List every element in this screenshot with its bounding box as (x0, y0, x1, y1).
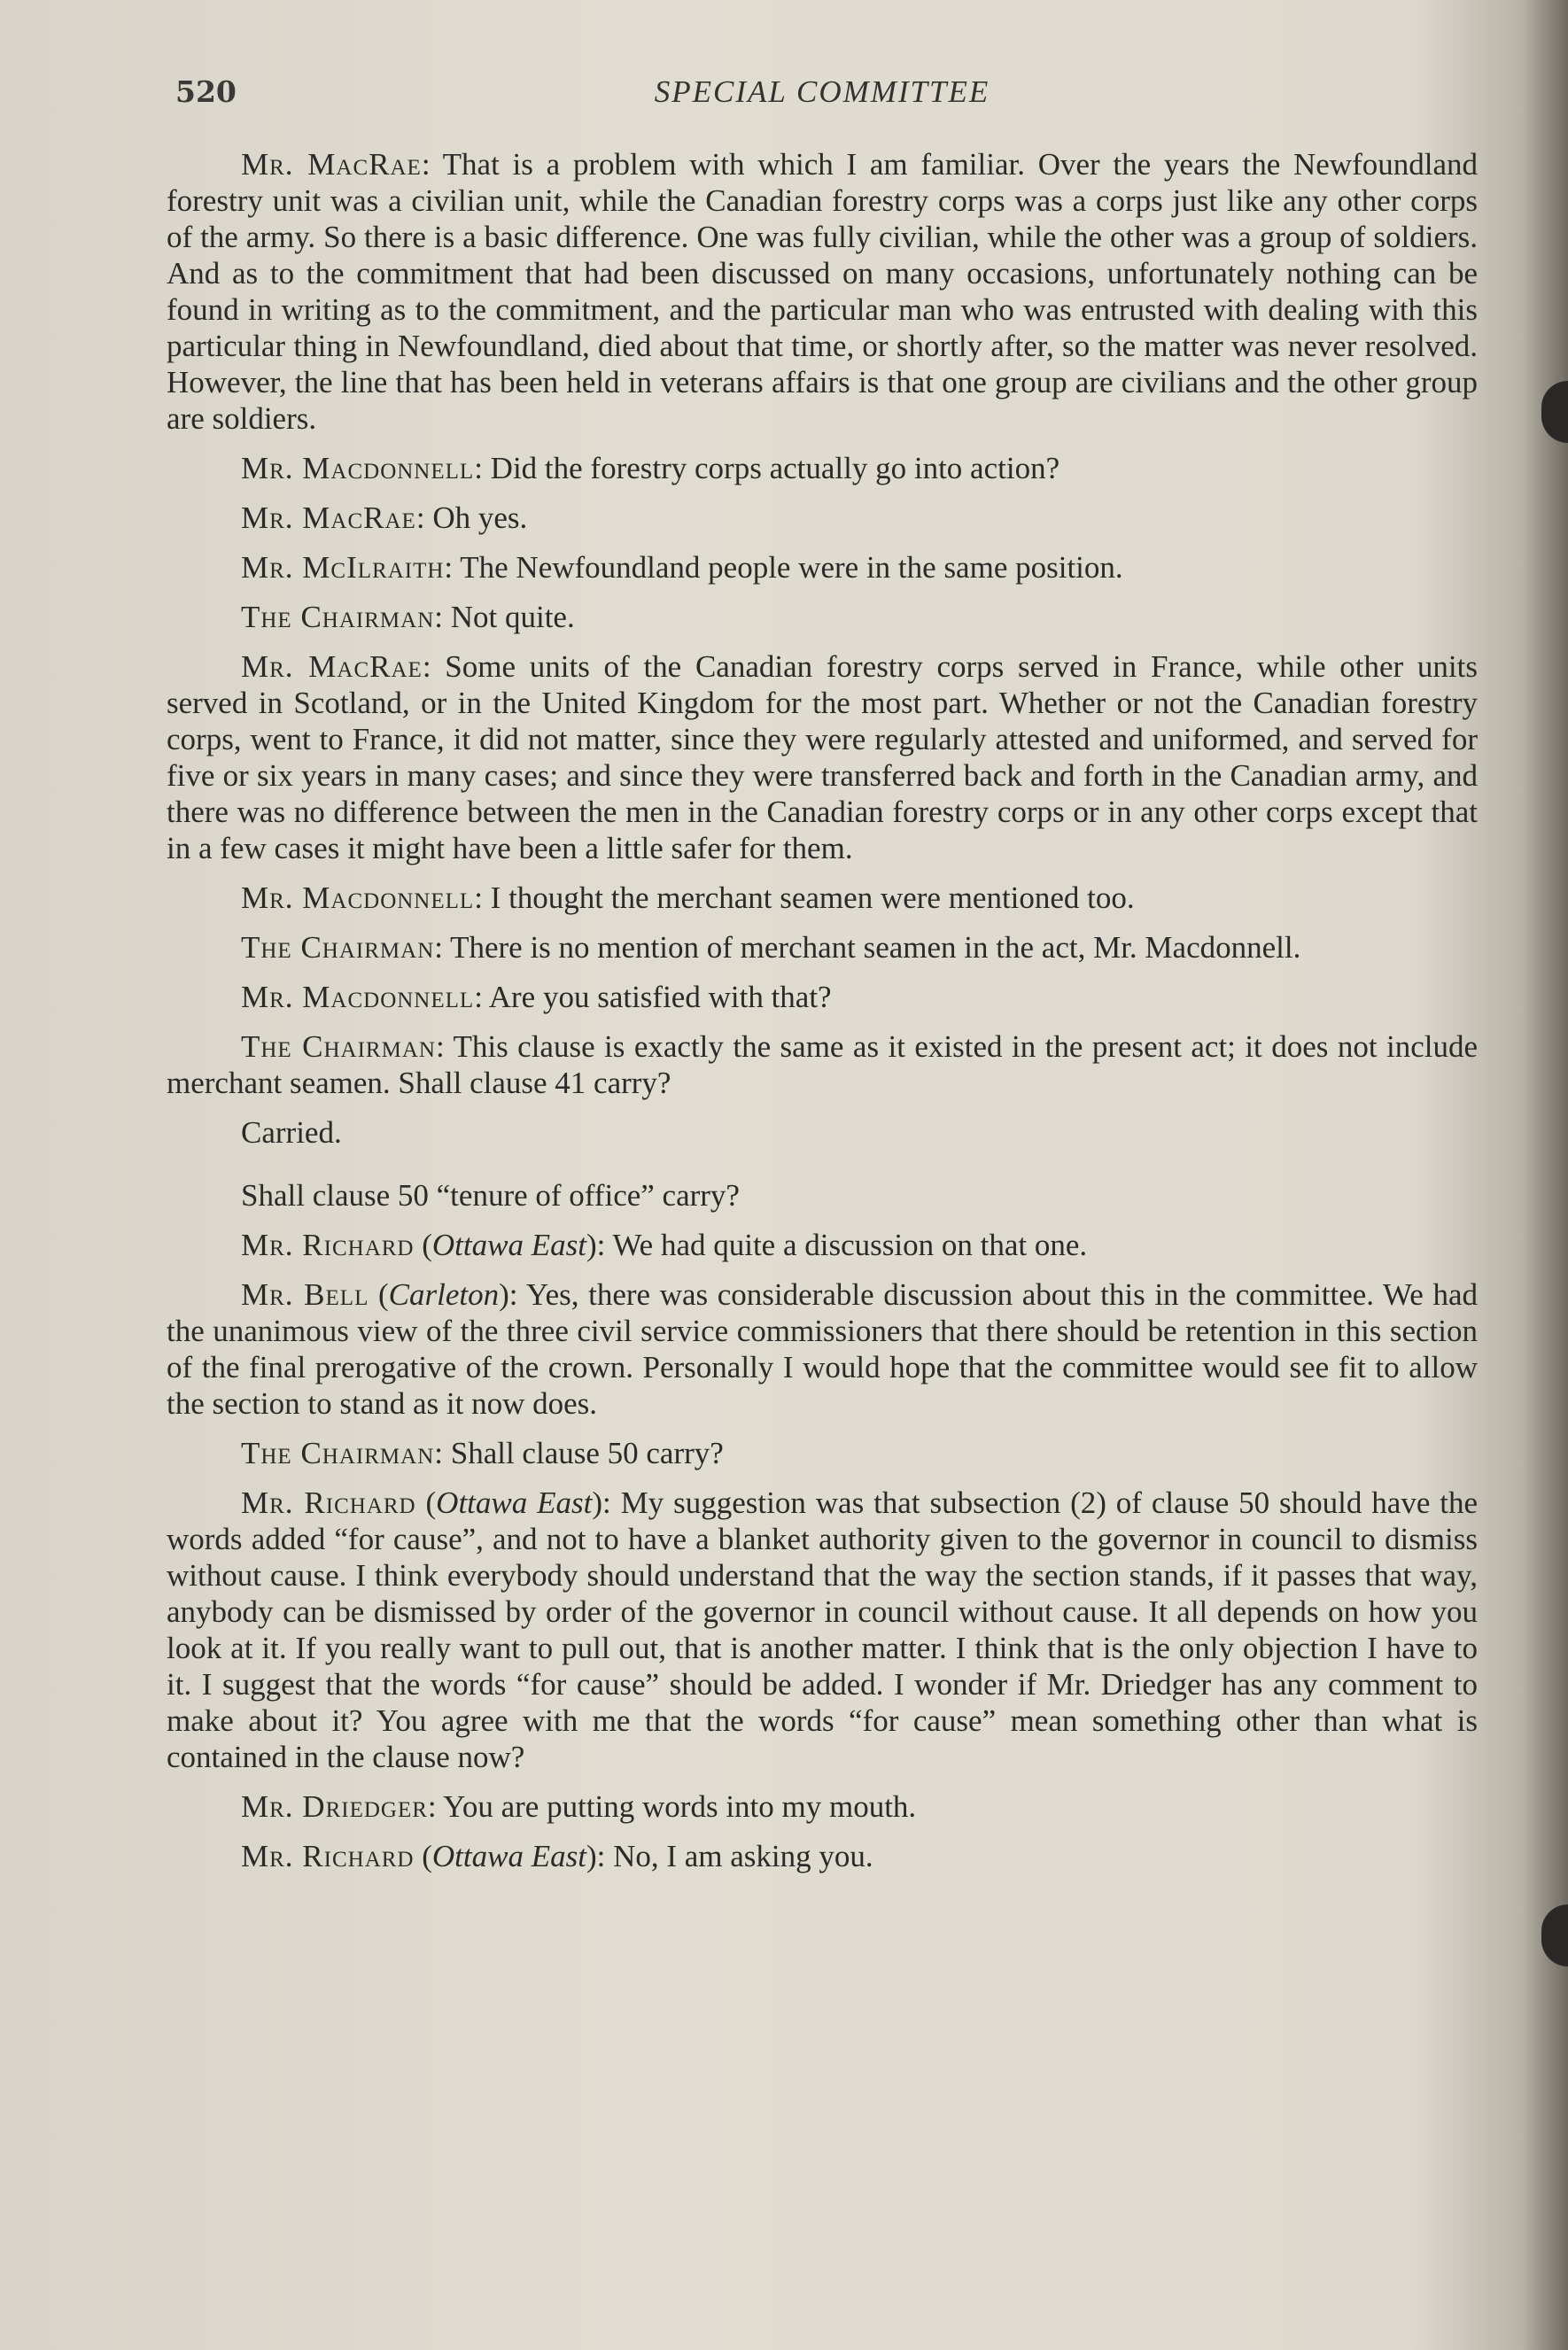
speaker-name: The Chairman (241, 1436, 435, 1470)
speaker-riding: Ottawa East (431, 1839, 586, 1873)
speaker-separator: : (474, 451, 491, 485)
speaker-name: Mr. MacRae (241, 147, 422, 182)
transcript-paragraph (167, 880, 1478, 916)
speaker-name: Mr. Bell (241, 1277, 369, 1312)
transcript-paragraph (167, 450, 1478, 486)
speaker-separator: : (508, 1277, 526, 1312)
speaker-riding: Carleton (388, 1277, 500, 1312)
speaker-separator: : (474, 880, 491, 915)
paragraph-text: Are you satisfied with that? (488, 980, 832, 1014)
speaker-name: Mr. Macdonnell (241, 451, 475, 485)
speaker-separator: : (421, 147, 443, 182)
running-head: SPECIAL COMMITTEE (654, 74, 990, 109)
paragraph-text: No, I am asking you. (613, 1839, 873, 1873)
speaker-name: The Chairman (241, 930, 435, 965)
transcript-paragraph (167, 1114, 1478, 1151)
paragraph-text: Shall clause 50 carry? (450, 1436, 724, 1470)
speaker-separator: : (415, 500, 433, 535)
paragraph-text: That is a problem with which I am familiar. Over the years the Newfoundland forestry unit was a civilian unit, while the Canadian forestry corps was a corps just like any other corps of the army. So there is a basic difference. One was fully civilian, while the other was a group of soldiers. And as to the commitment that had been discussed on many occasions, unfortunately nothing can be found in writing as to the commitment, and the particular man who was entrusted with dealing with this particular thing in Newfoundland, died about that time, or shortly after, so the matter was never resolved. However, the line that has been held in veterans affairs is that one group are civilians and the other group are soldiers. (167, 147, 1478, 436)
transcript-paragraph: Mr. Richard (Ottawa East): My suggestion was that subsection (2) of clause 50 should have the words added “for cause”, and not to have a blanket authority given to the governor in council to dismiss without cause. I think everybody should understand that the way the section stands, if it passes that way, anybody can be dismissed by order of the governor in council without cause. It all depends on how you look at it. If you really want to pull out, that is another matter. I think that is the only objection I have to it. I suggest that the words “for cause” should be added. I wonder if Mr. Driedger has any comment to make about it? You agree with me that the words “for cause” mean something other than what is contained in the clause now? (167, 1485, 1479, 1774)
transcript-paragraph (167, 1788, 1478, 1825)
transcript-paragraph (167, 500, 1478, 536)
transcript-body (167, 146, 1478, 1888)
paragraph-text: We had quite a discussion on that one. (612, 1228, 1088, 1262)
speaker-separator: : (602, 1485, 621, 1520)
paragraph-text: My suggestion was that subsection (2) of clause 50 should have the words added “for cause”, and not to have a blanket authority given to the governor in council to dismiss without cause. I think everybody should understand that the way the section stands, if it passes that way, anybody can be dismissed by order of the governor in council without cause. It all depends on how you look at it. If you really want to pull out, that is another matter. I think that is the only objection I have to it. I suggest that the words “for cause” should be added. I wonder if Mr. Driedger has any comment to make about it? You agree with me that the words “for cause” mean something other than what is contained in the clause now? (167, 1485, 1479, 1774)
speaker-separator: : (434, 1436, 451, 1470)
speaker-name: Mr. MacRae (241, 649, 423, 684)
transcript-paragraph (167, 1435, 1478, 1471)
paragraph-text: This clause is exactly the same as it existed in the present act; it does not include merchant seamen. Shall clause 41 carry? (167, 1029, 1479, 1100)
paragraph-text: Not quite. (450, 600, 575, 634)
paragraph-text: Some units of the Canadian forestry corps served in France, while other units served in Scotland, or in the United Kingdom for the most part. Whether or not the Canadian forestry corps, went to France, it did not matter, since they were regularly attested and uniformed, and served for five or six years in many cases; and since they were transferred back and forth in the Canadian army, and there was no difference between the men in the Canadian forestry corps or in any other corps except that in a few cases it might have been a little safer for them. (167, 649, 1478, 865)
page-number: 520 (175, 74, 237, 109)
paragraph-text: I thought the merchant seamen were mentioned too. (490, 880, 1135, 915)
transcript-paragraph (167, 648, 1478, 866)
transcript-paragraph (167, 1177, 1478, 1214)
speaker-name: Mr. McIlraith (241, 550, 445, 585)
transcript-paragraph (167, 549, 1478, 586)
transcript-paragraph (167, 929, 1478, 966)
paragraph-text: You are putting words into my mouth. (443, 1789, 917, 1824)
paragraph-text: Shall clause 50 “tenure of office” carry? (241, 1178, 740, 1213)
speaker-separator: : (427, 1789, 444, 1824)
speaker-separator: : (474, 980, 489, 1014)
speaker-name: The Chairman (241, 1029, 436, 1064)
paragraph-text: Yes, there was considerable discussion about this in the committee. We had the unanimous view of the three civil service commissioners that there should be retention in this section of the final prerogative of the crown. Personally I would hope that the committee would see fit to allow the section to stand as it now does. (167, 1277, 1478, 1421)
speaker-riding: Ottawa East (436, 1485, 593, 1520)
speaker-name: Mr. Macdonnell (241, 880, 475, 915)
speaker-separator: : (422, 649, 446, 684)
page-header (175, 71, 1469, 115)
paragraph-text: Oh yes. (432, 500, 528, 535)
page-edge-tab (1541, 381, 1568, 443)
speaker-separator: : (434, 930, 451, 965)
speaker-separator: : (596, 1839, 614, 1873)
transcript-paragraph (167, 1028, 1478, 1101)
paragraph-text: Carried. (241, 1115, 342, 1150)
speaker-name: Mr. MacRae (241, 500, 416, 535)
paragraph-text: There is no mention of merchant seamen in the act, Mr. Macdonnell. (450, 930, 1301, 965)
speaker-separator: : (596, 1228, 613, 1262)
transcript-paragraph: Mr. Bell (Carleton): Yes, there was considerable discussion about this in the committee. We had the unanimous view of the three civil service commissioners that there should be retention in this section of the final prerogative of the crown. Personally I would hope that the committee would see fit to allow the section to stand as it now does. (167, 1277, 1478, 1421)
speaker-riding: Ottawa East (431, 1228, 586, 1262)
speaker-name: The Chairman (241, 600, 435, 634)
speaker-name: Mr. Richard (241, 1485, 416, 1520)
transcript-paragraph: Mr. Richard (Ottawa East): We had quite a discussion on that one. (241, 1228, 1088, 1262)
speaker-separator: : (444, 550, 461, 585)
transcript-paragraph (167, 599, 1478, 635)
page-edge-tab (1541, 1904, 1568, 1966)
speaker-name: Mr. Richard (241, 1839, 415, 1873)
paragraph-text: The Newfoundland people were in the same position. (460, 550, 1123, 585)
speaker-name: Mr. Richard (241, 1228, 415, 1262)
transcript-paragraph (167, 979, 1478, 1015)
transcript-paragraph: Mr. Richard (Ottawa East): No, I am asking you. (241, 1839, 873, 1873)
speaker-name: Mr. Driedger (241, 1789, 428, 1824)
speaker-separator: : (435, 1029, 454, 1064)
speaker-name: Mr. Macdonnell (241, 980, 475, 1014)
speaker-separator: : (434, 600, 451, 634)
paragraph-text: Did the forestry corps actually go into action? (490, 451, 1060, 485)
transcript-paragraph (167, 146, 1478, 437)
